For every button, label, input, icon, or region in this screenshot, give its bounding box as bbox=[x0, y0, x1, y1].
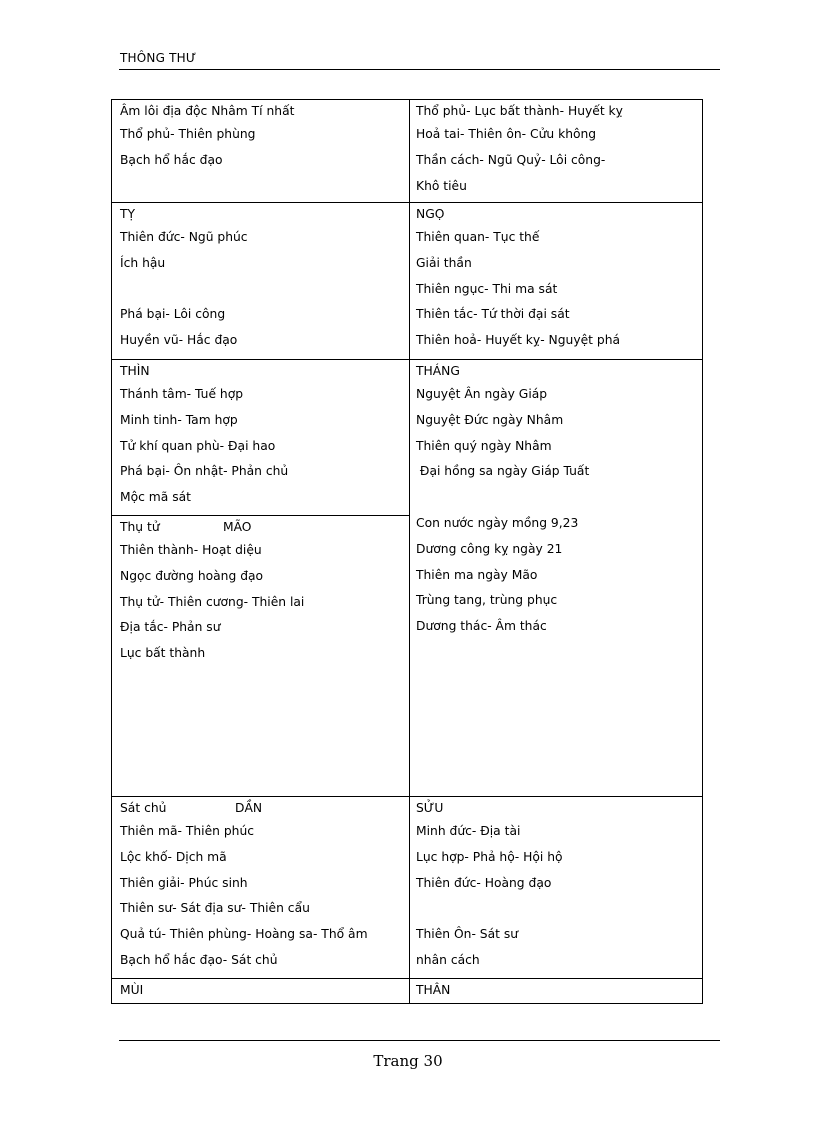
cell-line: Thiên Ôn- Sát sư bbox=[416, 927, 519, 942]
cell-suu bbox=[416, 797, 563, 974]
cell-line: Thiên quan- Tục thế bbox=[416, 230, 540, 244]
cell-line: Mộc mã sát bbox=[120, 490, 191, 505]
cell-thang bbox=[416, 360, 589, 640]
cell-line: Thiên sư- Sát địa sư- Thiên cẩu bbox=[120, 901, 310, 916]
cell-line: Lục hợp- Phả hộ- Hội hộ bbox=[416, 849, 563, 864]
cell-heading: TỴ bbox=[120, 207, 136, 221]
cell-line: Con nước ngày mồng 9,23 bbox=[416, 515, 579, 530]
cell-than bbox=[416, 979, 450, 1001]
cell-heading: MÙI bbox=[120, 983, 144, 997]
cell-line: Thánh tâm- Tuế hợp bbox=[120, 387, 244, 401]
cell-line: Thiên giải- Phúc sinh bbox=[120, 875, 248, 890]
cell-line: Thiên đức- Hoàng đạo bbox=[416, 875, 552, 890]
cell-line: Tử khí quan phù- Đại hao bbox=[120, 438, 276, 453]
cell-line: Minh tinh- Tam hợp bbox=[120, 412, 238, 427]
cell-heading: THÌN bbox=[120, 364, 150, 378]
cell-line: nhân cách bbox=[416, 952, 480, 967]
cell-line: Lộc khố- Dịch mã bbox=[120, 849, 227, 864]
blank-line bbox=[416, 896, 563, 922]
cell-note: Thụ tử bbox=[120, 520, 160, 534]
cell-line: Ngọc đường hoàng đạo bbox=[120, 568, 264, 583]
cell-line: Thổ phủ- Thiên phùng bbox=[120, 127, 256, 141]
cell-line: Thiên quý ngày Nhâm bbox=[416, 438, 552, 453]
cell-heading: DẦN bbox=[235, 801, 263, 815]
cell-line: Dương công kỵ ngày 21 bbox=[416, 541, 563, 556]
cell-line: Khô tiêu bbox=[416, 178, 467, 193]
cell-heading: MÃO bbox=[223, 520, 252, 534]
cell-mui bbox=[120, 979, 143, 1001]
almanac-table bbox=[111, 99, 703, 1004]
cell-line: Thiên thành- Hoạt diệu bbox=[120, 543, 262, 557]
cell-heading: THÁNG bbox=[416, 364, 460, 378]
cell-line: Ích hậu bbox=[120, 255, 166, 270]
cell-row1-left bbox=[120, 100, 294, 174]
cell-line: Thiên hoả- Huyết kỵ- Nguyệt phá bbox=[416, 333, 621, 348]
cell-line: Trùng tang, trùng phục bbox=[416, 593, 558, 608]
header-rule bbox=[119, 69, 720, 70]
column-divider bbox=[409, 100, 410, 1003]
cell-line: Âm lôi địa độc Nhâm Tí nhất bbox=[120, 104, 295, 118]
cell-heading: SỬU bbox=[416, 801, 444, 815]
cell-note: Sát chủ bbox=[120, 801, 167, 815]
cell-line: Dương thác- Âm thác bbox=[416, 619, 547, 634]
cell-heading-row bbox=[120, 797, 368, 819]
cell-ngo bbox=[416, 203, 620, 354]
cell-heading: THÂN bbox=[416, 983, 451, 997]
cell-line: Thiên ma ngày Mão bbox=[416, 567, 538, 582]
footer-rule bbox=[119, 1040, 720, 1041]
cell-line: Thổ phủ- Lục bất thành- Huyết kỵ bbox=[416, 104, 623, 118]
cell-line: Thiên tắc- Tứ thời đại sát bbox=[416, 307, 570, 322]
cell-line: Bạch hổ hắc đạo- Sát chủ bbox=[120, 952, 278, 967]
header-title: THÔNG THƯ bbox=[120, 51, 197, 65]
cell-line: Nguyệt Ân ngày Giáp bbox=[416, 387, 548, 401]
cell-line: Địa tắc- Phản sư bbox=[120, 620, 221, 635]
blank-line bbox=[120, 277, 248, 303]
cell-line: Hoả tai- Thiên ôn- Cửu không bbox=[416, 127, 597, 141]
cell-line: Huyền vũ- Hắc đạo bbox=[120, 333, 238, 348]
cell-line: Phá bại- Ôn nhật- Phản chủ bbox=[120, 464, 289, 479]
cell-line: Đại hồng sa ngày Giáp Tuất bbox=[416, 464, 590, 479]
cell-line: Nguyệt Đức ngày Nhâm bbox=[416, 412, 564, 427]
row-divider bbox=[112, 978, 702, 979]
cell-mao bbox=[120, 516, 304, 667]
cell-ty bbox=[120, 203, 248, 354]
cell-line: Bạch hổ hắc đạo bbox=[120, 152, 223, 167]
cell-line: Phá bại- Lôi công bbox=[120, 307, 226, 322]
cell-line: Thần cách- Ngũ Quỷ- Lôi công- bbox=[416, 152, 606, 167]
cell-thin bbox=[120, 360, 288, 511]
cell-line: Lục bất thành bbox=[120, 646, 206, 661]
cell-line: Minh đức- Địa tài bbox=[416, 824, 521, 838]
cell-dan bbox=[120, 797, 368, 974]
cell-line: Thiên mã- Thiên phúc bbox=[120, 824, 254, 838]
cell-line: Thiên đức- Ngũ phúc bbox=[120, 230, 248, 244]
cell-line: Quả tú- Thiên phùng- Hoàng sa- Thổ âm bbox=[120, 927, 368, 942]
page-number: Trang 30 bbox=[373, 1052, 443, 1070]
cell-line: Thụ tử- Thiên cương- Thiên lai bbox=[120, 594, 305, 609]
cell-heading: NGỌ bbox=[416, 207, 445, 221]
cell-line: Thiên ngục- Thi ma sát bbox=[416, 281, 558, 296]
blank-line bbox=[416, 485, 589, 511]
cell-row1-right bbox=[416, 100, 623, 199]
cell-heading-row bbox=[120, 516, 304, 538]
cell-line: Giải thần bbox=[416, 255, 472, 270]
